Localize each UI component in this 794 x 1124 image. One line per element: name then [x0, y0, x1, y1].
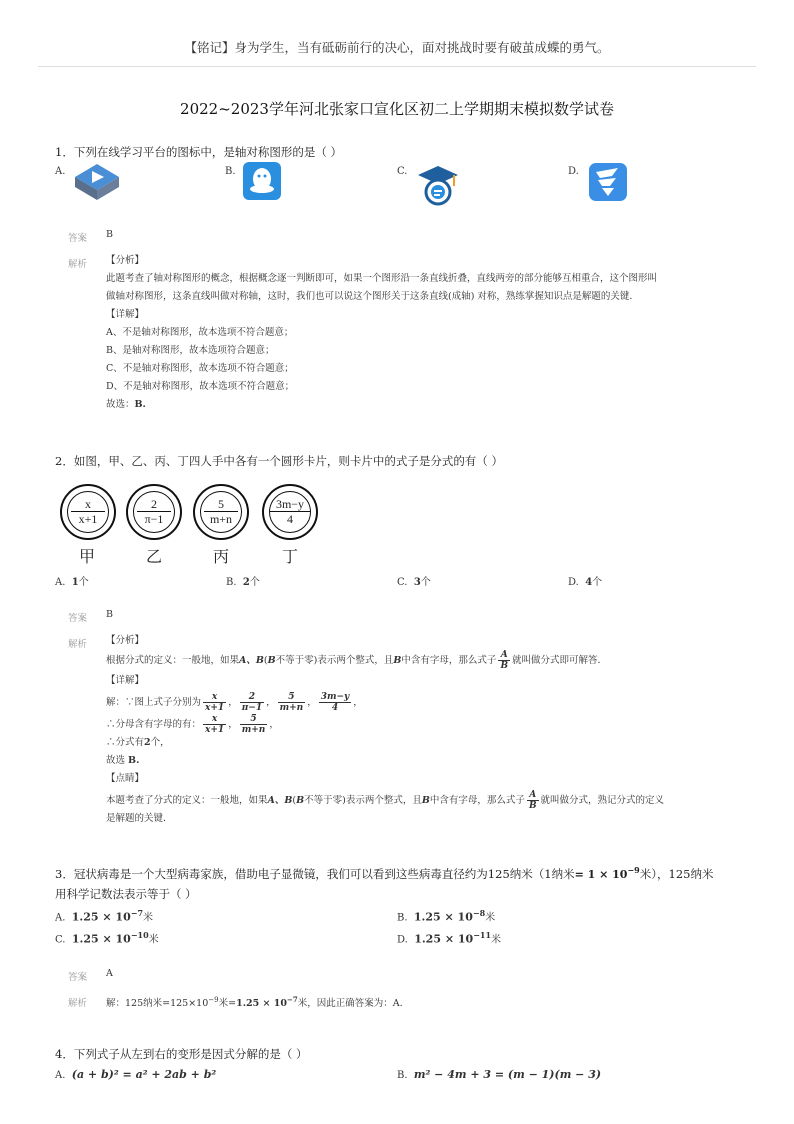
- q2-count-line: ∴分式有2个，: [106, 737, 170, 748]
- q1-analysis-label: 解析: [68, 259, 88, 270]
- q2-option-a: A. 1个: [55, 577, 89, 588]
- penguin-platform-icon: [242, 161, 282, 201]
- card-label-ding: 丁: [282, 547, 299, 566]
- graduation-cap-platform-icon: [416, 164, 460, 208]
- q3-option-c: C. $1.25 \times 10^{-10}$米: [55, 930, 159, 946]
- q4-option-b: B. m² − 4m + 3 = (m − 1)(m − 3): [397, 1068, 602, 1081]
- card-label-jia: 甲: [79, 547, 96, 566]
- q1-detail-line: D、不是轴对称图形，故本选项不符合题意；: [106, 381, 295, 392]
- q1-analysis-heading: 【分析】: [106, 255, 145, 266]
- q1-option-b: B.: [225, 166, 236, 177]
- header-divider: [38, 66, 756, 67]
- q2-note-line: 是解题的关键．: [106, 813, 173, 824]
- q2-stem: 2．如图，甲、乙、丙、丁四人手中各有一个圆形卡片，则卡片中的式子是分式的有（ ）: [55, 454, 503, 468]
- q3-analysis-label: 解析: [68, 998, 88, 1009]
- q4-stem: 4．下列式子从左到右的变形是因式分解的是（ ）: [55, 1047, 308, 1061]
- q2-answer-value: B: [106, 609, 113, 620]
- q3-answer-label: 答案: [68, 972, 88, 983]
- q1-detail-line: B、是轴对称图形，故本选项符合题意；: [106, 345, 275, 356]
- q1-answer-label: 答案: [68, 233, 88, 244]
- q2-analysis-heading: 【分析】: [106, 635, 145, 646]
- q2-option-c: C. 3个: [397, 577, 431, 588]
- card-yi: $\frac{2}{\pi-1}$: [126, 484, 182, 540]
- q1-option-d: D.: [568, 166, 579, 177]
- q2-detail-letter-denominators: ∴分母含有字母的有： $\frac{x}{x+1}$ ， $\frac{5}{m+n}$ ，: [106, 714, 279, 735]
- q2-final-choice: 故选 B.: [106, 755, 140, 766]
- q2-note-heading: 【点睛】: [106, 773, 145, 784]
- q3-answer-value: A: [106, 968, 113, 979]
- q1-detail-line: C、不是轴对称图形，故本选项不符合题意；: [106, 363, 294, 374]
- q2-detail-fractions: 解：∵图上式子分别为 $\frac{x}{x+1}$ ， $\frac{2}{\pi-1}$ ， $\frac{5}{m+n}$ ， $\frac{3m-y}{4}$ ，: [106, 692, 363, 713]
- q4-option-a: A. (a + b)² = a² + 2ab + b²: [55, 1068, 217, 1081]
- q1-detail-line: A、不是轴对称图形，故本选项不符合题意；: [106, 327, 294, 338]
- q2-analysis-label: 解析: [68, 639, 88, 650]
- q1-detail-heading: 【详解】: [106, 309, 145, 320]
- q2-answer-label: 答案: [68, 613, 88, 624]
- card-label-bing: 丙: [213, 547, 230, 566]
- q1-option-a: A.: [55, 166, 66, 177]
- q1-analysis-line: 做轴对称图形，这条直线叫做对称轴，这时，我们也可以说这个图形关于这条直线(成轴) 对称，熟练掌握知识点是解题的关键．: [106, 291, 639, 302]
- page-title: 2022~2023学年河北张家口宣化区初二上学期期末模拟数学试卷: [180, 100, 614, 118]
- q2-note-line: 本题考查了分式的定义：一般地，如果A、B(B不等于零)表示两个整式，且B中含有字母，那么式子 $\frac{A}{B}$ 就叫做分式，熟记分式的定义: [106, 790, 665, 811]
- q1-analysis-line: 此题考查了轴对称图形的概念，根据概念逐一判断即可，如果一个图形沿一条直线折叠，直线两旁的部分能够互相重合，这个图形叫: [106, 273, 658, 284]
- q2-detail-heading: 【详解】: [106, 675, 145, 686]
- q3-option-b: B. $1.25 \times 10^{-8}$米: [397, 908, 496, 924]
- q2-definition-line: 根据分式的定义：一般地，如果A、B(B不等于零)表示两个整式，且B中含有字母，那么式子 $\frac{A}{B}$ 就叫做分式即可解答．: [106, 650, 608, 671]
- q3-option-d: D. $1.25 \times 10^{-11}$米: [397, 930, 502, 946]
- card-jia: $\frac{x}{x+1}$: [60, 484, 116, 540]
- q2-option-b: B. 2个: [226, 577, 260, 588]
- q3-stem-line2: 用科学记数法表示等于（ ）: [55, 887, 197, 901]
- card-ding: $\frac{3m-y}{4}$: [262, 484, 318, 540]
- q3-stem-line1: 3．冠状病毒是一个大型病毒家族，借助电子显微镜，我们可以看到这些病毒直径约为125纳米（1纳米= $1 \times 10^{-9}$米），125纳米: [55, 865, 714, 881]
- card-bing: $\frac{5}{m+n}$: [193, 484, 249, 540]
- q1-option-c: C.: [397, 166, 408, 177]
- q3-solution-line: 解：125纳米$=125\times 10^{-9}$米$=1.25 \times 10^{-7}$米，因此正确答案为：A.: [106, 995, 403, 1010]
- q1-final-choice: 故选：B.: [106, 399, 146, 410]
- q2-option-d: D. 4个: [568, 577, 603, 588]
- q3-option-a: A. $1.25 \times 10^{-7}$米: [55, 908, 154, 924]
- q1-stem: 1．下列在线学习平台的图标中，是轴对称图形的是（ ）: [55, 145, 342, 159]
- motto-banner: 【铭记】身为学生，当有砥砺前行的决心，面对挑战时要有破茧成蝶的勇气。: [184, 40, 610, 55]
- q1-answer-value: B: [106, 229, 113, 240]
- play-platform-icon: [73, 162, 121, 204]
- card-label-yi: 乙: [146, 547, 163, 566]
- wing-platform-icon: [588, 162, 628, 202]
